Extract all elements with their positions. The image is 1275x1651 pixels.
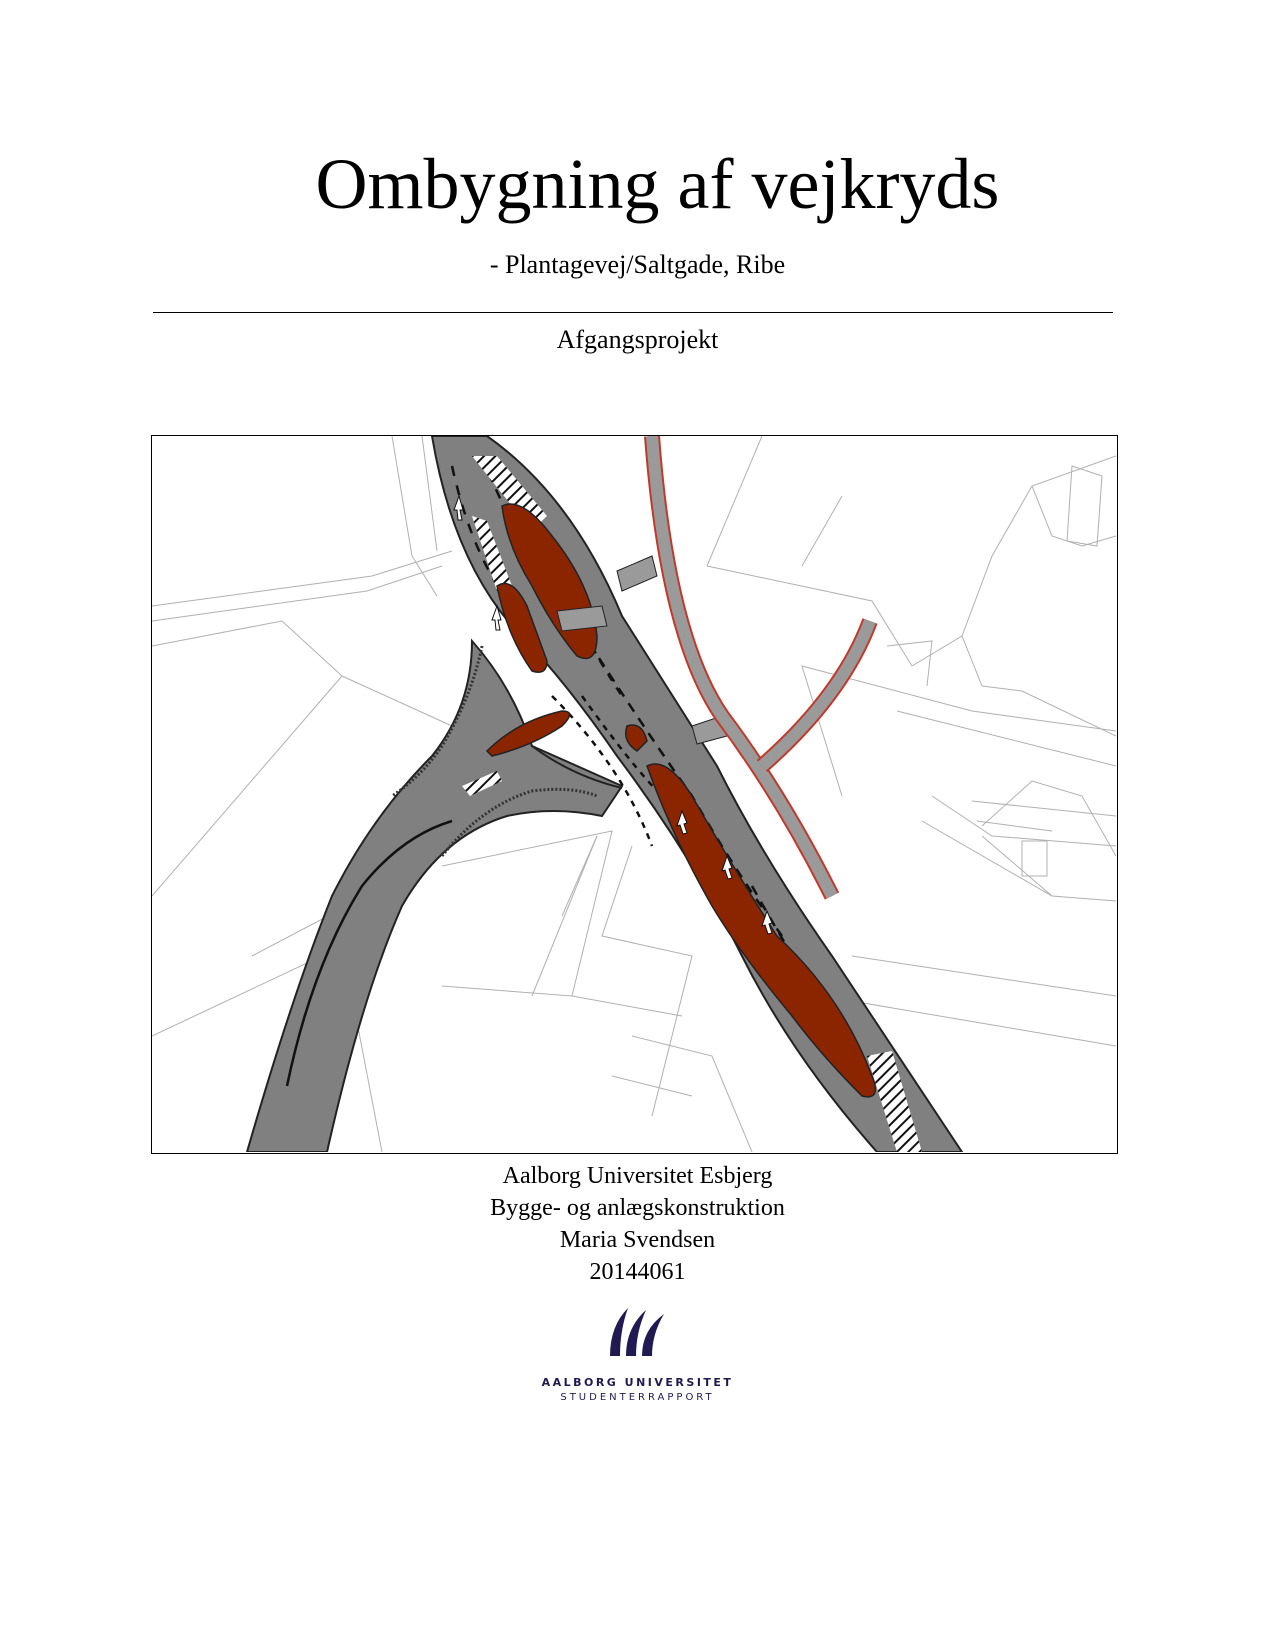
document-subtitle <box>0 252 1275 278</box>
intersection-plan-svg <box>152 436 1116 1152</box>
university-logo <box>0 1300 1275 1403</box>
student-id: 20144061 <box>589 1259 686 1285</box>
author-name: Maria Svendsen <box>559 1227 716 1253</box>
title-text: Ombygning af vejkryds <box>315 144 1000 224</box>
document-title <box>0 144 1275 224</box>
logo-subtitle: STUDENTERRAPPORT <box>560 1392 715 1403</box>
study-program: Bygge- og anlægskonstruktion <box>490 1195 785 1221</box>
waves-logo-icon <box>606 1300 670 1356</box>
intersection-plan-drawing <box>151 435 1118 1154</box>
author-info-block <box>0 1160 1275 1288</box>
title-divider <box>153 312 1113 313</box>
university-name: Aalborg Universitet Esbjerg <box>502 1163 773 1189</box>
subtitle-text: - Plantagevej/Saltgade, Ribe <box>489 250 786 279</box>
logo-name: AALBORG UNIVERSITET <box>541 1376 734 1389</box>
document-type: Afgangsprojekt <box>556 325 719 354</box>
